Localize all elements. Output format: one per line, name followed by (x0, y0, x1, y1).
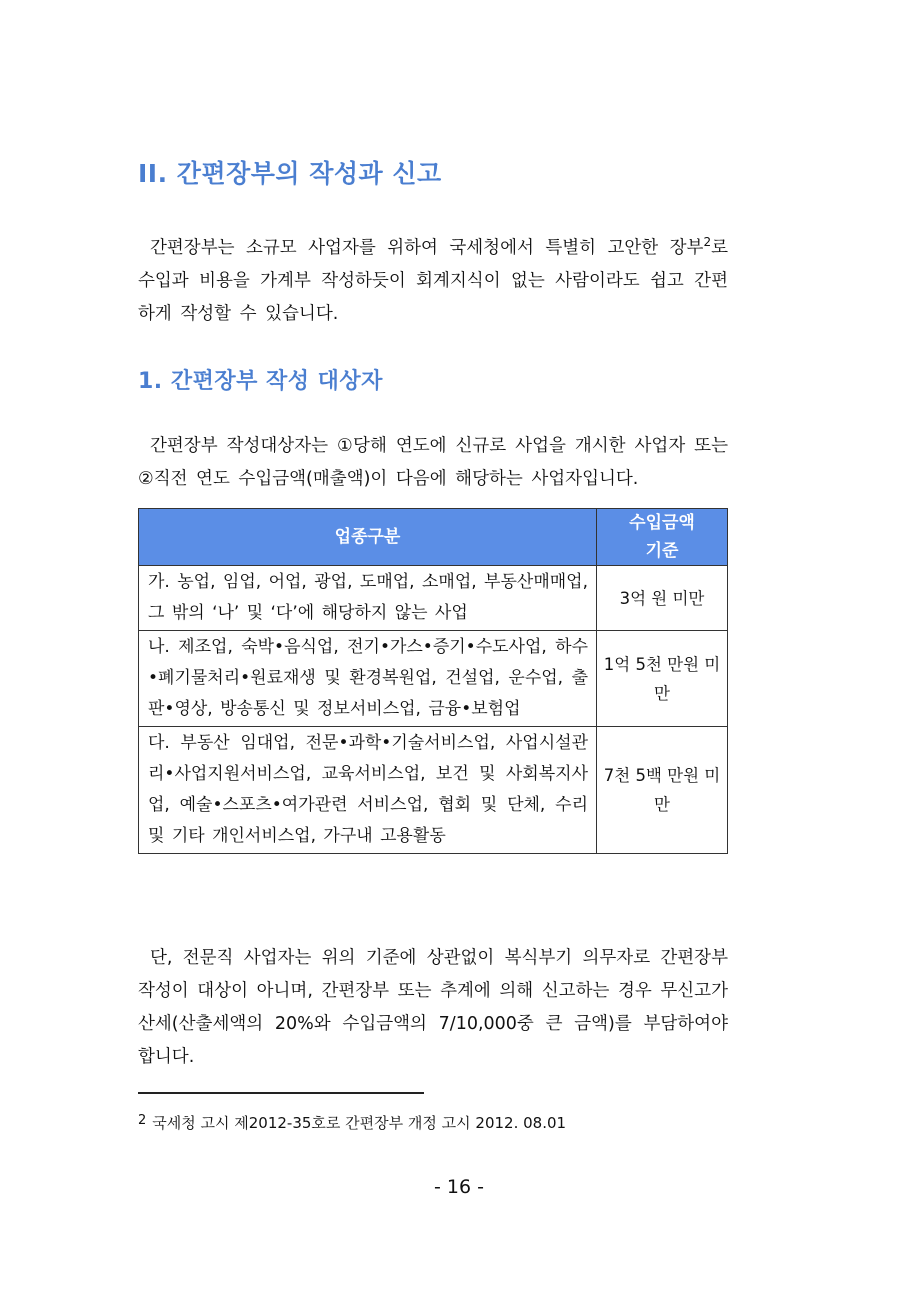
footnote-divider (138, 1092, 424, 1094)
threshold-table (138, 508, 728, 854)
table-row (139, 727, 728, 854)
table-header-row (139, 509, 728, 566)
header-threshold (597, 509, 728, 566)
footnote-text: 국세청 고시 제2012-35호로 간편장부 개정 고시 2012. 08.01 (152, 1114, 567, 1132)
intro-text-continued: 로 수입과 비용을 가계부 작성하듯이 회계지식이 없는 사람이라도 쉽고 간편하게 작성할 수 있습니다. (138, 238, 728, 324)
threshold-cell: 3억 원 미만 (597, 566, 728, 631)
threshold-cell: 1억 5천 만원 미만 (597, 631, 728, 727)
intro-paragraph (138, 232, 728, 331)
table-row (139, 566, 728, 631)
note-paragraph: 단, 전문직 사업자는 위의 기준에 상관없이 복식부기 의무자로 간편장부 작성이 대상이 아니며, 간편장부 또는 추계에 의해 신고하는 경우 무신고가산세(산출세액의 20%와 수입금액의 7/10,000중 큰 금액)를 부담하여야 합니다. (138, 948, 728, 1067)
section-title: II. 간편장부의 작성과 신고 (138, 159, 442, 188)
category-cell: 가. 농업, 임업, 어업, 광업, 도매업, 소매업, 부동산매매업, 그 밖의 ‘나’ 및 ‘다’에 해당하지 않는 사업 (139, 566, 597, 631)
table-row (139, 631, 728, 727)
footnote-reference[interactable]: 2 (703, 235, 712, 249)
header-threshold-line2: 기준 (645, 541, 679, 561)
category-cell: 나. 제조업, 숙박•음식업, 전기•가스•증기•수도사업, 하수•폐기물처리•원료재생 및 환경복원업, 건설업, 운수업, 출판•영상, 방송통신 및 정보서비스업, 금융•보험업 (139, 631, 597, 727)
header-category: 업종구분 (139, 509, 597, 566)
header-threshold-line1: 수입금액 (629, 513, 695, 533)
category-cell: 다. 부동산 임대업, 전문•과학•기술서비스업, 사업시설관리•사업지원서비스업, 교육서비스업, 보건 및 사회복지사업, 예술•스포츠•여가관련 서비스업, 협회 및 단체, 수리 및 기타 개인서비스업, 가구내 고용활동 (139, 727, 597, 854)
page-number: - 16 - (434, 1176, 484, 1198)
threshold-cell: 7천 5백 만원 미만 (597, 727, 728, 854)
target-paragraph: 간편장부 작성대상자는 ①당해 연도에 신규로 사업을 개시한 사업자 또는 ②직전 연도 수입금액(매출액)이 다음에 해당하는 사업자입니다. (138, 436, 728, 489)
footnote-marker: 2 (138, 1113, 147, 1128)
subsection-title: 1. 간편장부 작성 대상자 (138, 369, 383, 394)
footnote (138, 1112, 566, 1133)
intro-text: 간편장부는 소규모 사업자를 위하여 국세청에서 특별히 고안한 장부 (150, 238, 704, 258)
